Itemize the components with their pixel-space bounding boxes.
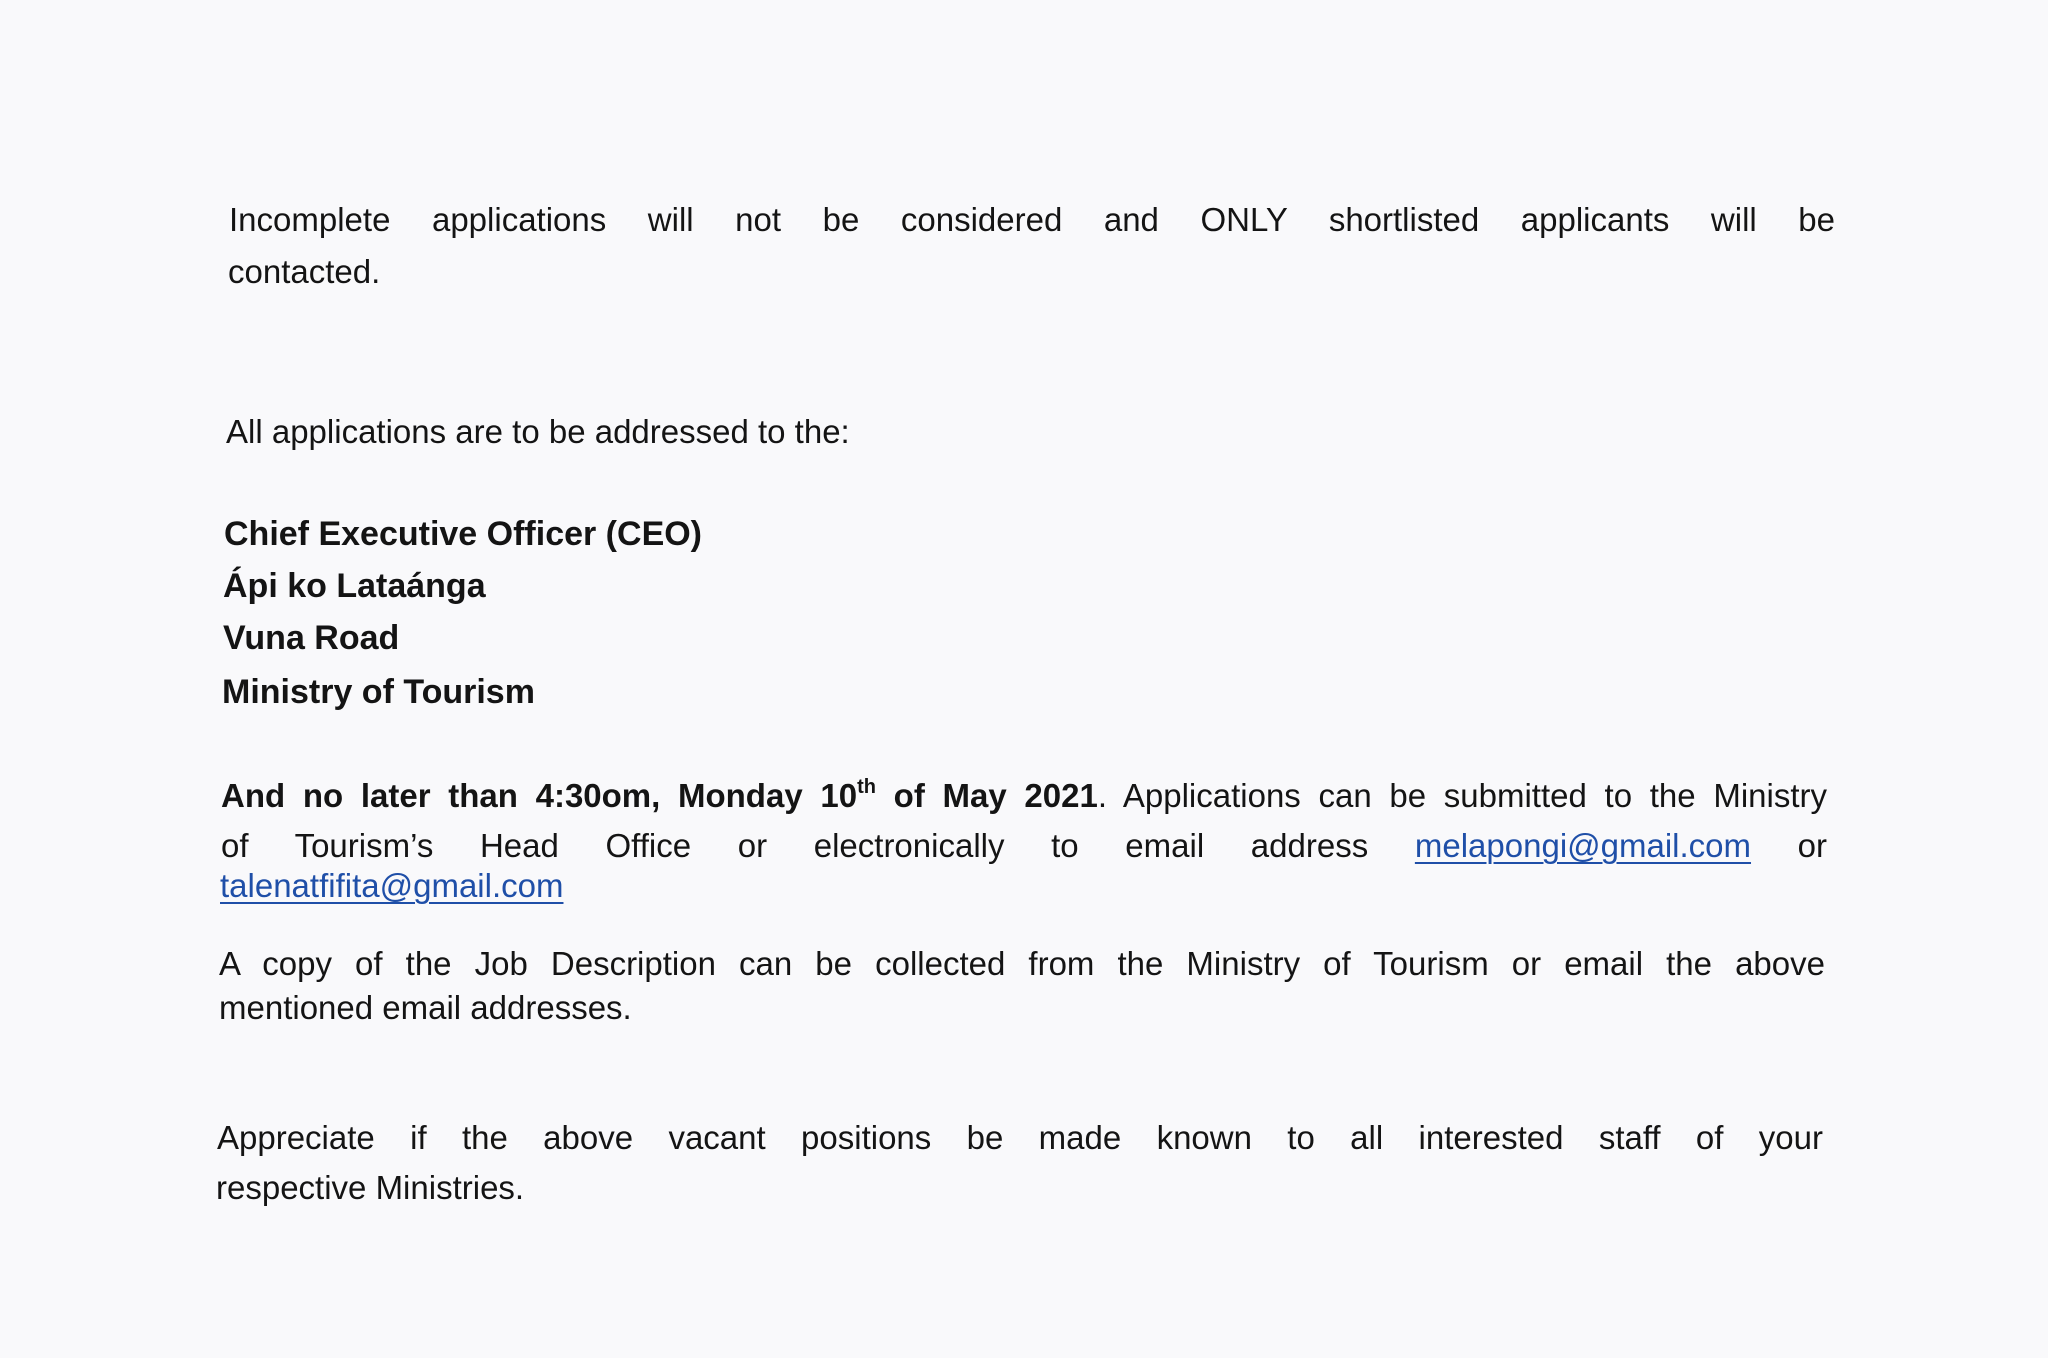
ordinal-suffix: th	[857, 776, 876, 798]
closing-line-2: respective Ministries.	[216, 1169, 525, 1206]
incomplete-notice-line-1: Incomplete applications will not be considered and ONLY shortlisted applicants will be	[229, 201, 1835, 238]
address-line-title: Chief Executive Officer (CEO)	[224, 515, 703, 553]
deadline-month-year: of May 2021	[875, 777, 1098, 814]
job-description-line-2: mentioned email addresses.	[219, 989, 632, 1026]
address-line-street: Vuna Road	[223, 619, 400, 657]
deadline-time-text: And no later than 4:30om, Monday 10	[221, 777, 858, 814]
deadline-line-2	[221, 826, 1827, 866]
submission-text: . Applications can be submitted to the Ministry	[1097, 777, 1827, 814]
deadline-date-bold	[221, 777, 1098, 814]
email-link-talenatfifita[interactable]: talenatfifita@gmail.com	[220, 867, 564, 904]
job-description-line-1: A copy of the Job Description can be collected from the Ministry of Tourism or email the above	[219, 945, 1825, 982]
deadline-line-1	[221, 776, 1827, 816]
closing-line-1: Appreciate if the above vacant positions be made known to all interested staff of your	[217, 1119, 1823, 1156]
address-line-ministry: Ministry of Tourism	[222, 673, 535, 711]
addressed-to-heading: All applications are to be addressed to the:	[226, 413, 850, 450]
deadline-line-3	[220, 866, 563, 906]
email-link-melapongi[interactable]: melapongi@gmail.com	[1414, 827, 1752, 864]
address-line-organisation: Ápi ko Lataánga	[223, 567, 486, 605]
submission-text-2: of Tourism’s Head Office or electronically to email address	[221, 827, 1369, 864]
incomplete-notice-line-2: contacted.	[228, 253, 381, 290]
or-text: or	[1797, 827, 1828, 864]
